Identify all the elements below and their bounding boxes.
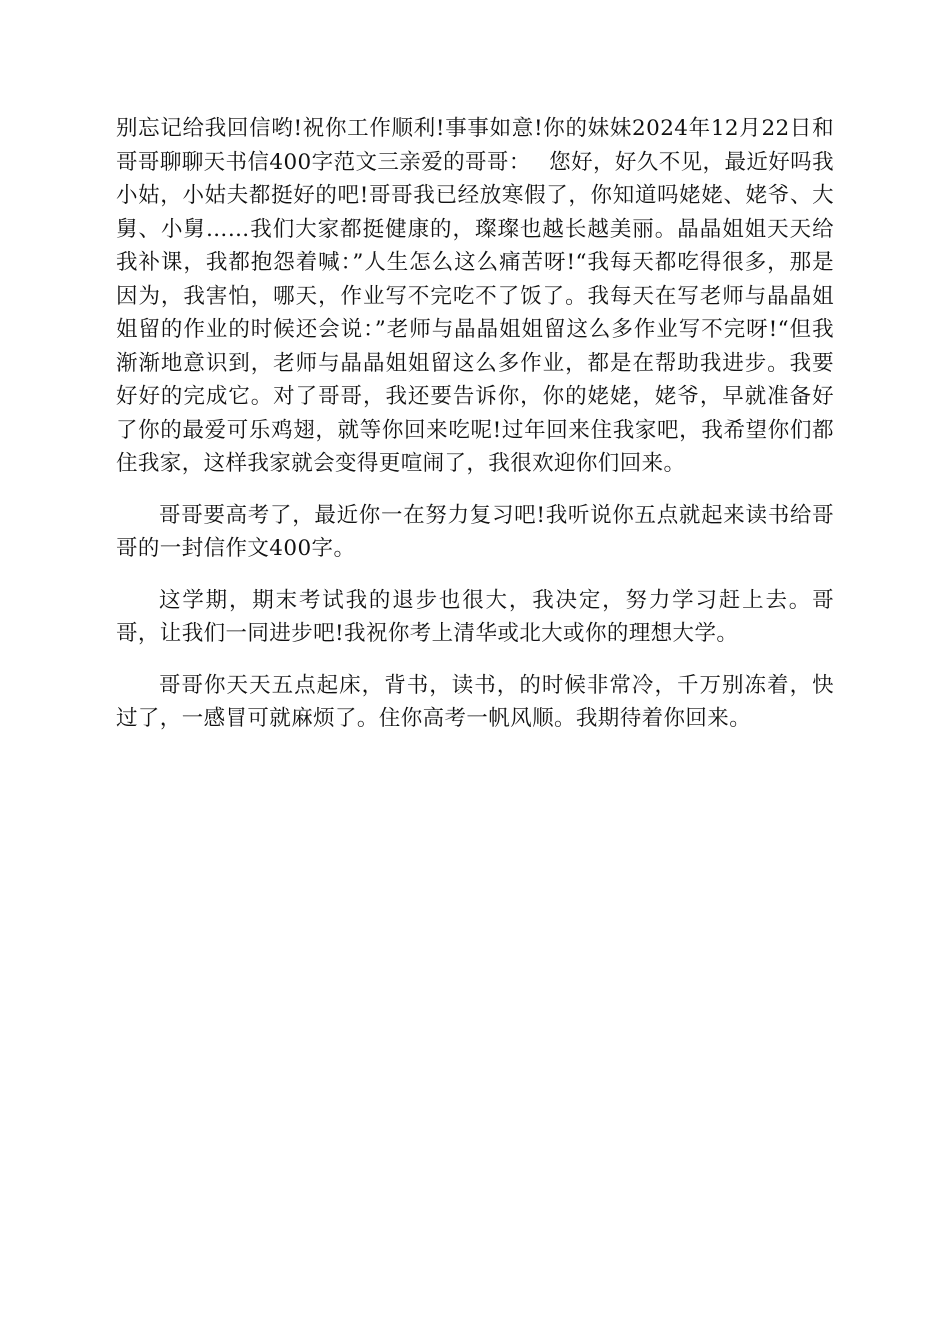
document-body (116, 112, 834, 736)
paragraph-exam-review: 哥哥要高考了，最近你一在努力复习吧!我听说你五点就起来读书给哥哥的一封信作文400字。 (116, 502, 834, 561)
paragraph-semester-progress: 这学期，期末考试我的退步也很大，我决定，努力学习赶上去。哥哥，让我们一同进步吧!我祝你考上清华或北大或你的理想大学。 (116, 587, 834, 646)
paragraph-closing-wishes: 哥哥你天天五点起床，背书，读书，的时候非常冷，千万别冻着，快过了，一感冒可就麻烦了。住你高考一帆风顺。我期待着你回来。 (116, 672, 834, 731)
paragraph-letter-body: 别忘记给我回信哟!祝你工作顺利!事事如意!你的妹妹2024年12月22日和哥哥聊聊天书信400字范文三亲爱的哥哥： 您好，好久不见，最近好吗我小姑，小姑夫都挺好的吧!哥哥我已经放寒假了，你知道吗姥姥、姥爷、大舅、小舅……我们大家都挺健康的，璨璨也越长越美丽。晶晶姐姐天天给我补课，我都抱怨着喊：”人生怎么这么痛苦呀!“我每天都吃得很多，那是因为，我害怕，哪天，作业写不完吃不了饭了。我每天在写老师与晶晶姐姐留的作业的时候还会说：”老师与晶晶姐姐留这么多作业写不完呀!“但我渐渐地意识到，老师与晶晶姐姐留这么多作业，都是在帮助我进步。我要好好的完成它。对了哥哥，我还要告诉你，你的姥姥，姥爷，早就准备好了你的最爱可乐鸡翅，就等你回来吃呢!过年回来住我家吧，我希望你们都住我家，这样我家就会变得更喧闹了，我很欢迎你们回来。 (116, 116, 834, 476)
